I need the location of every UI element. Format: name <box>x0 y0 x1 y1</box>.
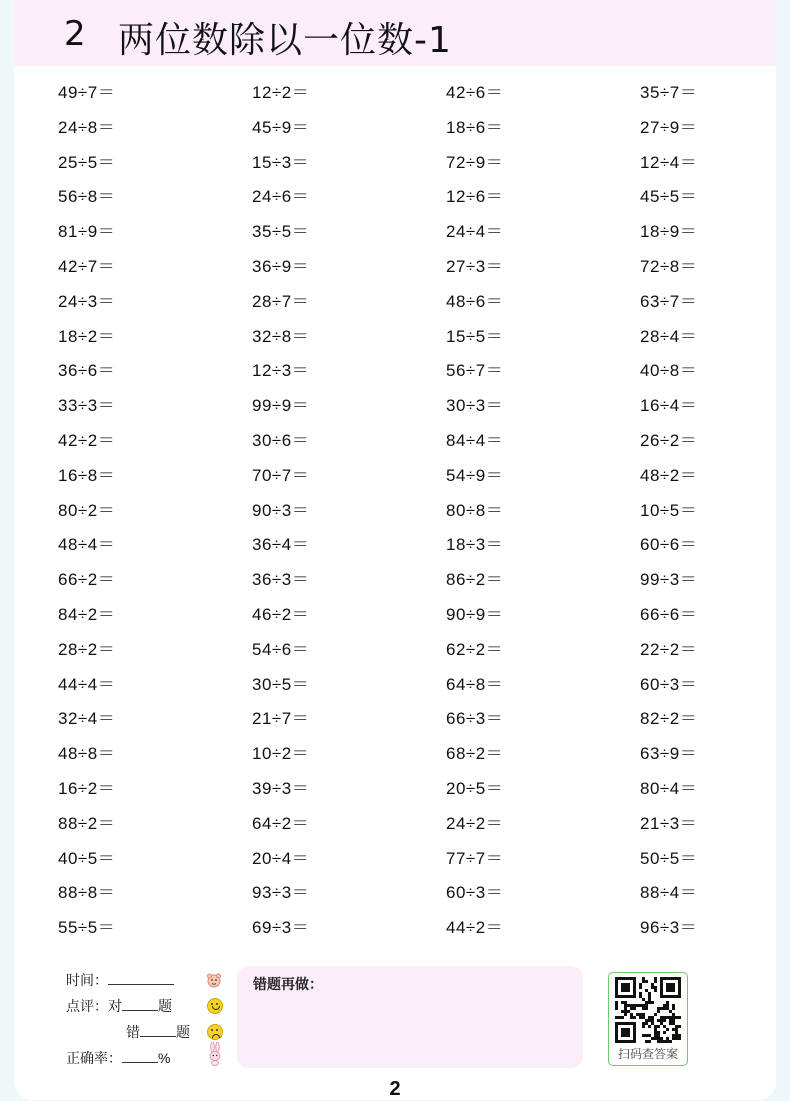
division-problem: 88÷4＝ <box>640 883 698 903</box>
division-problem: 96÷3＝ <box>640 918 698 938</box>
division-problem: 32÷8＝ <box>252 326 310 346</box>
division-problem: 99÷3＝ <box>640 570 698 590</box>
division-problem: 90÷9＝ <box>446 605 504 624</box>
division-problem: 46÷2＝ <box>252 605 310 624</box>
header-bar <box>14 0 776 66</box>
division-problem: 90÷3＝ <box>252 500 310 520</box>
division-problem: 44÷4＝ <box>58 674 116 694</box>
division-problem: 32÷4＝ <box>58 709 116 729</box>
division-problem: 39÷3＝ <box>252 779 310 798</box>
division-problem: 48÷4＝ <box>58 535 116 555</box>
division-problem: 12÷3＝ <box>252 361 310 381</box>
division-problem: 84÷2＝ <box>58 605 116 624</box>
division-problem: 42÷7＝ <box>58 257 116 276</box>
correct-label: 对 <box>108 998 122 1014</box>
division-problem: 28÷2＝ <box>58 639 116 659</box>
division-problem: 30÷5＝ <box>252 674 310 694</box>
division-problem: 30÷3＝ <box>446 396 504 416</box>
redo-label: 错题再做： <box>253 976 323 992</box>
division-problem: 24÷6＝ <box>252 187 310 207</box>
division-problem: 27÷3＝ <box>446 257 504 276</box>
time-blank[interactable] <box>108 970 174 985</box>
accuracy-blank[interactable] <box>122 1048 158 1063</box>
correct-count-blank[interactable] <box>122 996 158 1011</box>
division-problem: 45÷9＝ <box>252 117 310 137</box>
division-problem: 42÷2＝ <box>58 431 116 450</box>
division-problem: 80÷4＝ <box>640 779 698 798</box>
correct-unit: 题 <box>158 998 172 1014</box>
division-problem: 63÷7＝ <box>640 291 698 311</box>
division-problem: 64÷8＝ <box>446 674 504 694</box>
review-label: 点评： <box>66 998 108 1014</box>
division-problem: 60÷6＝ <box>640 535 698 555</box>
division-problem: 24÷8＝ <box>58 117 116 137</box>
division-problem: 49÷7＝ <box>58 83 116 102</box>
division-problem: 10÷2＝ <box>252 744 310 764</box>
qr-code-icon <box>615 977 681 1043</box>
division-problem: 20÷5＝ <box>446 779 504 798</box>
division-problem: 77÷7＝ <box>446 848 504 868</box>
tiger-icon <box>206 972 222 988</box>
division-problem: 81÷9＝ <box>58 222 116 242</box>
division-problem: 21÷7＝ <box>252 709 310 729</box>
time-label: 时间： <box>66 972 108 988</box>
worksheet-page <box>14 0 776 1100</box>
division-problem: 80÷2＝ <box>58 500 116 520</box>
division-problem: 12÷4＝ <box>640 152 698 172</box>
wrong-count-blank[interactable] <box>140 1022 176 1037</box>
division-problem: 24÷3＝ <box>58 291 116 311</box>
division-problem: 88÷2＝ <box>58 813 116 833</box>
division-problem: 48÷6＝ <box>446 291 504 311</box>
rabbit-icon <box>207 1042 223 1066</box>
division-problem: 36÷4＝ <box>252 535 310 555</box>
division-problem: 15÷3＝ <box>252 152 310 172</box>
division-problem: 48÷2＝ <box>640 465 698 485</box>
division-problem: 30÷6＝ <box>252 431 310 450</box>
page-title: 两位数除以一位数-1 <box>118 20 452 61</box>
time-row <box>66 970 174 992</box>
division-problem: 80÷8＝ <box>446 500 504 520</box>
wrong-unit: 题 <box>176 1024 190 1040</box>
division-problem: 40÷8＝ <box>640 361 698 381</box>
division-problem: 36÷9＝ <box>252 257 310 276</box>
division-problem: 66÷6＝ <box>640 605 698 624</box>
division-problem: 12÷6＝ <box>446 187 504 207</box>
division-problem: 84÷4＝ <box>446 431 504 450</box>
division-problem: 99÷9＝ <box>252 396 310 416</box>
division-problem: 60÷3＝ <box>640 674 698 694</box>
division-problem: 50÷5＝ <box>640 848 698 868</box>
division-problem: 24÷4＝ <box>446 222 504 242</box>
division-problem: 36÷3＝ <box>252 570 310 590</box>
answer-qr-code[interactable] <box>608 972 688 1066</box>
division-problem: 68÷2＝ <box>446 744 504 764</box>
division-problem: 16÷2＝ <box>58 779 116 798</box>
division-problem: 20÷4＝ <box>252 848 310 868</box>
wrong-row <box>126 1022 190 1044</box>
division-problem: 66÷3＝ <box>446 709 504 729</box>
division-problem: 55÷5＝ <box>58 918 116 938</box>
division-problem: 40÷5＝ <box>58 848 116 868</box>
division-problem: 70÷7＝ <box>252 465 310 485</box>
division-problem: 72÷9＝ <box>446 152 504 172</box>
division-problem: 22÷2＝ <box>640 639 698 659</box>
division-problem: 93÷3＝ <box>252 883 310 903</box>
accuracy-label: 正确率： <box>66 1050 122 1066</box>
division-problem: 82÷2＝ <box>640 709 698 729</box>
division-problem: 16÷4＝ <box>640 396 698 416</box>
qr-caption: 扫码查答案 <box>617 1047 678 1061</box>
division-problem: 16÷8＝ <box>58 465 116 485</box>
division-problem: 35÷5＝ <box>252 222 310 242</box>
division-problem: 21÷3＝ <box>640 813 698 833</box>
division-problem: 72÷8＝ <box>640 257 698 276</box>
division-problem: 15÷5＝ <box>446 326 504 346</box>
division-problem: 12÷2＝ <box>252 83 310 102</box>
division-problem: 35÷7＝ <box>640 83 698 102</box>
division-problem: 26÷2＝ <box>640 431 698 450</box>
division-problem: 18÷3＝ <box>446 535 504 555</box>
division-problem: 45÷5＝ <box>640 187 698 207</box>
division-problem: 56÷7＝ <box>446 361 504 381</box>
section-number: 2 <box>64 14 86 54</box>
division-problem: 54÷6＝ <box>252 639 310 659</box>
division-problem: 86÷2＝ <box>446 570 504 590</box>
correct-row <box>66 996 172 1018</box>
division-problem: 63÷9＝ <box>640 744 698 764</box>
division-problem: 66÷2＝ <box>58 570 116 590</box>
division-problem: 10÷5＝ <box>640 500 698 520</box>
frown-icon <box>207 1024 223 1040</box>
division-problem: 62÷2＝ <box>446 639 504 659</box>
division-problem: 28÷7＝ <box>252 291 310 311</box>
division-problem: 69÷3＝ <box>252 918 310 938</box>
problem-grid <box>14 72 776 942</box>
division-problem: 25÷5＝ <box>58 152 116 172</box>
score-panel <box>66 970 236 1070</box>
division-problem: 44÷2＝ <box>446 918 504 938</box>
division-problem: 64÷2＝ <box>252 813 310 833</box>
division-problem: 54÷9＝ <box>446 465 504 485</box>
division-problem: 56÷8＝ <box>58 187 116 207</box>
accuracy-row <box>66 1048 170 1070</box>
division-problem: 18÷2＝ <box>58 326 116 346</box>
division-problem: 42÷6＝ <box>446 83 504 102</box>
division-problem: 88÷8＝ <box>58 883 116 903</box>
division-problem: 27÷9＝ <box>640 117 698 137</box>
division-problem: 28÷4＝ <box>640 326 698 346</box>
percent-sign: % <box>158 1050 171 1066</box>
division-problem: 60÷3＝ <box>446 883 504 903</box>
wrong-label: 错 <box>126 1024 140 1040</box>
smile-icon <box>207 998 223 1014</box>
division-problem: 18÷6＝ <box>446 117 504 137</box>
division-problem: 33÷3＝ <box>58 396 116 416</box>
division-problem: 48÷8＝ <box>58 744 116 764</box>
redo-mistakes-box[interactable] <box>237 966 583 1068</box>
page-number: 2 <box>389 1078 401 1100</box>
division-problem: 24÷2＝ <box>446 813 504 833</box>
division-problem: 36÷6＝ <box>58 361 116 381</box>
division-problem: 18÷9＝ <box>640 222 698 242</box>
